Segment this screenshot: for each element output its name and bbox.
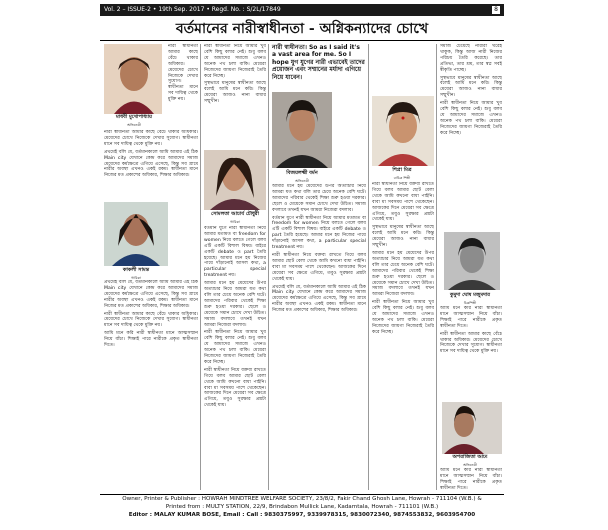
paragraph: নারী স্বাধীনতা আমার কাছে বেঁচে থাকার অধিকার। মেয়েদের চোখে নিজেকে দেখার সুযোগ। স্বাধীনতা মানে সব দায়িত্ব থেকে মুক্তি নয়।: [440, 331, 502, 355]
person-name: বিজয়লক্ষ্মী বর্মন: [286, 170, 318, 176]
person-name: কুমুদা ঘোষ মজুমদার: [449, 292, 490, 298]
paragraph: সমাজ চেয়েছে নারীরা ঘরেই থাকুক, কিন্তু আজ নারী নিজের পরিচয় তৈরি করেছে। তার প্রতিভা, তার শ্রম, তার স্বপ্ন সবই স্বীকৃতি পাচ্ছে।: [440, 44, 502, 73]
person-role: অভিনেত্রী: [126, 123, 142, 127]
caption-kumuda: [436, 292, 504, 307]
newspaper-page: [100, 4, 504, 526]
paragraph: নারী স্বাধীনতা নিয়ে বক্তব্য রাখতে গিয়ে বলব আমার ছোট বেলা থেকে আমি কখনো বাধা পাইনি। বাবা মা সবসময় পাশে থেকেছেন। আজকের দিনে মেয়েরা সব ক্ষেত্রে এগিয়ে, তবুও সুরক্ষার প্রশ্নটা থেকেই যায়।: [204, 367, 266, 409]
paragraph: বর্তমান যুগে নারী স্বাধীনতা নিয়ে আমার মতামত বা freedom for women নিয়ে বলতে গেলে বলব এটি একটি বিশাল বিষয়। বাইরে একটি debate ও part তৈরি হয়েছে। আমার মনে হয় নিজের পায়ে দাঁড়ানোই আসল কথা, a particular special treatment নয়।: [272, 215, 366, 251]
column-1-text-top: [168, 44, 198, 130]
paragraph: সুস্থভাবে মানুষের স্বাধীনতা আছে বলেই আমি মনে করি। কিন্তু মেয়েরা আজও নানা বাধার সম্মুখীন।: [440, 75, 502, 99]
person-role: চিত্রশিল্পী: [463, 301, 477, 305]
paragraph: নারী স্বাধীনতা নিয়ে আমার খুব বেশি কিছু বলার নেই। শুধু বলব যে আমাদের সমাজে এখনও অনেক পথ চলা বাকি। মেয়েরা নিজেদের জায়গা নিজেরাই তৈরি করে নিচ্ছে।: [204, 330, 266, 365]
column-1-text-bottom: [104, 280, 198, 490]
column-3-text: [272, 184, 366, 490]
paragraph: নারী স্বাধীনতা আমার কাছে বেঁচে থাকার অধিকার। মেয়েদের চোখে নিজেকে দেখার সুযোগ। স্বাধীনতা মানে সব দায়িত্ব থেকে মুক্তি নয়।: [168, 44, 198, 103]
caption-somlata: [200, 211, 270, 226]
paragraph: আমি মনে করি নারী স্বাধীনতা মানে আত্মসম্মান নিয়ে বাঁচা। শিক্ষাই পারে নারীকে প্রকৃত স্বাধীনতা দিতে।: [440, 468, 502, 491]
column-divider: [436, 44, 437, 490]
column-4-text: [372, 182, 434, 490]
paragraph: আমার মনে হয় মেয়েদের উপর অত্যাচার নিয়ে আমরা যত কথা বলি তার চেয়ে অনেক বেশি ঘটে। আমাদের পরিবার থেকেই শিক্ষা শুরু হওয়া দরকার। ছেলে ও মেয়েকে সমান চোখে দেখা উচিত। সমাজ বদলাবে তখনই যখন আমরা নিজেরা বদলাব।: [372, 250, 434, 298]
column-5-text-top: [440, 44, 502, 230]
photo-shipra: [372, 96, 434, 166]
footer-line-owner: Owner, Printer & Publisher : HOWRAH MINDTREE WELFARE SOCIETY, 23/8/2, Fakir Chand Ghosh Lane, Howrah - 711104 (W.B.) &: [122, 496, 482, 502]
paragraph: নারী স্বাধীনতা আমার কাছে বেঁচে থাকার অধিকার। মেয়েদের চোখে নিজেকে দেখার সুযোগ। স্বাধীনতা মানে সব দায়িত্ব থেকে মুক্তি নয়।: [104, 311, 198, 329]
issue-meta: Vol. 2 – ISSUE-2 • 19th Sep. 2017 • Regd. No. : S/2L/17849: [104, 6, 281, 13]
caption-shipra: [368, 167, 436, 182]
page-number: 8: [492, 6, 500, 14]
column-1-text-mid: [104, 130, 198, 200]
paragraph: সুস্থভাবে মানুষের স্বাধীনতা আছে বলেই আমি মনে করি। কিন্তু মেয়েরা আজও নানা বাধার সম্মুখীন।: [372, 225, 434, 249]
person-role: গায়িকা: [130, 276, 142, 280]
paragraph: নারী স্বাধীনতা নিয়ে আমার খুব বেশি কিছু বলার নেই। শুধু বলব যে আমাদের সমাজে এখনও অনেক পথ চলা বাকি। মেয়েরা নিজেদের জায়গা নিজেরাই তৈরি করে নিচ্ছে।: [440, 101, 502, 136]
person-role: অভিনেত্রী: [294, 179, 310, 183]
paragraph: আমি মনে করি নারী স্বাধীনতা মানে আত্মসম্মান নিয়ে বাঁচা। শিক্ষাই পারে নারীকে প্রকৃত স্বাধীনতা দিতে।: [104, 331, 198, 349]
person-role: গায়িকা: [229, 220, 241, 224]
column-divider: [368, 44, 369, 490]
person-name: সোমলতা আচার্য চৌধুরী: [211, 211, 259, 217]
paragraph: আমার মনে হয় মেয়েদের উপর অত্যাচার নিয়ে আমরা যত কথা বলি তার চেয়ে অনেক বেশি ঘটে। আমাদের পরিবার থেকেই শিক্ষা শুরু হওয়া দরকার। ছেলে ও মেয়েকে সমান চোখে দেখা উচিত। সমাজ বদলাবে তখনই যখন আমরা নিজেরা বদলাব।: [204, 281, 266, 328]
caption-madhabi: [100, 114, 168, 129]
paragraph: প্রথমেই বলি যে, বর্তমানকালে আমি আমার এই ঠিক Main city যেখানে কেন্দ্র করে আমাদের সমাজ মেয়েদের কর্মক্ষেত্রে এগিয়ে এসেছে, কিন্তু সব গ্রামে নারীর অবস্থা এখনও একই রকম। স্বাধীনতা মানে নিজের মত প্রকাশের অধিকার, শিক্ষার অধিকার।: [272, 284, 366, 314]
paragraph: আমার মনে হয় মেয়েদের উপর অত্যাচার নিয়ে আমরা যত কথা বলি তার চেয়ে অনেক বেশি ঘটে। আমাদের পরিবার থেকেই শিক্ষা শুরু হওয়া দরকার। ছেলে ও মেয়েকে সমান চোখে দেখা উচিত। সমাজ বদলাবে তখনই যখন আমরা নিজেরা বদলাব।: [272, 184, 366, 213]
paragraph: নারী স্বাধীনতা আমার কাছে বেঁচে থাকার অধিকার। মেয়েদের চোখে নিজেকে দেখার সুযোগ। স্বাধীনতা মানে সব দায়িত্ব থেকে মুক্তি নয়।: [104, 130, 198, 147]
person-name: কাকলী সামন্ত: [122, 267, 150, 273]
paragraph: আমি মনে করি নারী স্বাধীনতা মানে আত্মসম্মান নিয়ে বাঁচা। শিক্ষাই পারে নারীকে প্রকৃত স্বাধীনতা দিতে।: [440, 306, 502, 329]
person-name: শিপ্রা মিত্র: [392, 167, 412, 173]
photo-somlata: [204, 150, 266, 210]
column-2-text-bottom: [204, 226, 266, 490]
paragraph: নারী স্বাধীনতা নিয়ে বক্তব্য রাখতে গিয়ে বলব আমার ছোট বেলা থেকে আমি কখনো বাধা পাইনি। বাবা মা সবসময় পাশে থেকেছেন। আজকের দিনে মেয়েরা সব ক্ষেত্রে এগিয়ে, তবুও সুরক্ষার প্রশ্নটা থেকেই যায়।: [372, 182, 434, 223]
imprint-footer: [100, 494, 504, 527]
footer-line-printer: Printed from : MULTY STATION, 22/9, Brindabon Mullick Lane, Kadamtala, Howrah - 711101 (W.B.): [165, 504, 439, 510]
caption-aparajita: [436, 454, 504, 469]
person-role: বাচিক শিল্পী: [393, 176, 411, 180]
photo-aparajita: [442, 402, 502, 454]
photo-bijoylakshmi: [272, 92, 332, 168]
page-header-bar: [100, 4, 504, 16]
person-name: মাধবী মুখোপাধ্যায়: [116, 114, 152, 120]
column-5-text-mid: [440, 306, 502, 398]
paragraph: নারী স্বাধীনতা নিয়ে বক্তব্য রাখতে গিয়ে বলব আমার ছোট বেলা থেকে আমি কখনো বাধা পাইনি। বাবা মা সবসময় পাশে থেকেছেন। আজকের দিনে মেয়েরা সব ক্ষেত্রে এগিয়ে, তবুও সুরক্ষার প্রশ্নটা থেকেই যায়।: [272, 252, 366, 282]
person-name: অপরাজিতা আঢ্য: [452, 454, 488, 460]
column-divider: [200, 44, 201, 490]
footer-line-editor: Editor : MALAY KUMAR BOSE, Email : Call : 9830375997, 9339978315, 9830072340, 9874553832, 9603954700: [128, 512, 476, 518]
photo-madhabi: [104, 44, 162, 114]
person-role: অভিনেত্রী: [462, 463, 478, 467]
paragraph: প্রথমেই বলি যে, বর্তমানকালে আমি আমার এই ঠিক Main city যেখানে কেন্দ্র করে আমাদের সমাজ মেয়েদের কর্মক্ষেত্রে এগিয়ে এসেছে, কিন্তু সব গ্রামে নারীর অবস্থা এখনও একই রকম। স্বাধীনতা মানে নিজের মত প্রকাশের অধিকার, শিক্ষার অধিকার।: [104, 280, 198, 309]
headline: বর্তমানের নারীস্বাধীনতা - অগ্নিকন্যাদের চোখে: [100, 18, 504, 41]
pull-quote: নারী স্বাধীনতা। So as I said it's a vast area for me. So I hope যুগ যুগের নারী এভাবেই তাদের প্রয়োজন এবং সম্মানের মর্যাদা এগিয়ে নিয়ে যাবেন।: [272, 44, 365, 81]
photo-kakali: [104, 202, 168, 266]
column-divider: [268, 44, 269, 490]
column-5-text-bottom: [440, 468, 502, 492]
paragraph: নারী স্বাধীনতা নিয়ে আমার খুব বেশি কিছু বলার নেই। শুধু বলব যে আমাদের সমাজে এখনও অনেক পথ চলা বাকি। মেয়েরা নিজেদের জায়গা নিজেরাই তৈরি করে নিচ্ছে।: [204, 44, 266, 79]
paragraph: সুস্থভাবে মানুষের স্বাধীনতা আছে বলেই আমি মনে করি। কিন্তু মেয়েরা আজও নানা বাধার সম্মুখীন।: [204, 81, 266, 105]
caption-bijoylakshmi: [266, 170, 338, 185]
paragraph: নারী স্বাধীনতা নিয়ে আমার খুব বেশি কিছু বলার নেই। শুধু বলব যে আমাদের সমাজে এখনও অনেক পথ চলা বাকি। মেয়েরা নিজেদের জায়গা নিজেরাই তৈরি করে নিচ্ছে।: [372, 300, 434, 335]
photo-kumuda: [444, 232, 500, 290]
paragraph: প্রথমেই বলি যে, বর্তমানকালে আমি আমার এই ঠিক Main city যেখানে কেন্দ্র করে আমাদের সমাজ মেয়েদের কর্মক্ষেত্রে এগিয়ে এসেছে, কিন্তু সব গ্রামে নারীর অবস্থা এখনও একই রকম। স্বাধীনতা মানে নিজের মত প্রকাশের অধিকার, শিক্ষার অধিকার।: [104, 149, 198, 179]
column-2-text-top: [204, 44, 266, 144]
paragraph: বর্তমান যুগে নারী স্বাধীনতা নিয়ে আমার মতামত বা freedom for women নিয়ে বলতে গেলে বলব এটি একটি বিশাল বিষয়। বাইরে একটি debate ও part তৈরি হয়েছে। আমার মনে হয় নিজের পায়ে দাঁড়ানোই আসল কথা, a particular special treatment নয়।: [204, 226, 266, 279]
